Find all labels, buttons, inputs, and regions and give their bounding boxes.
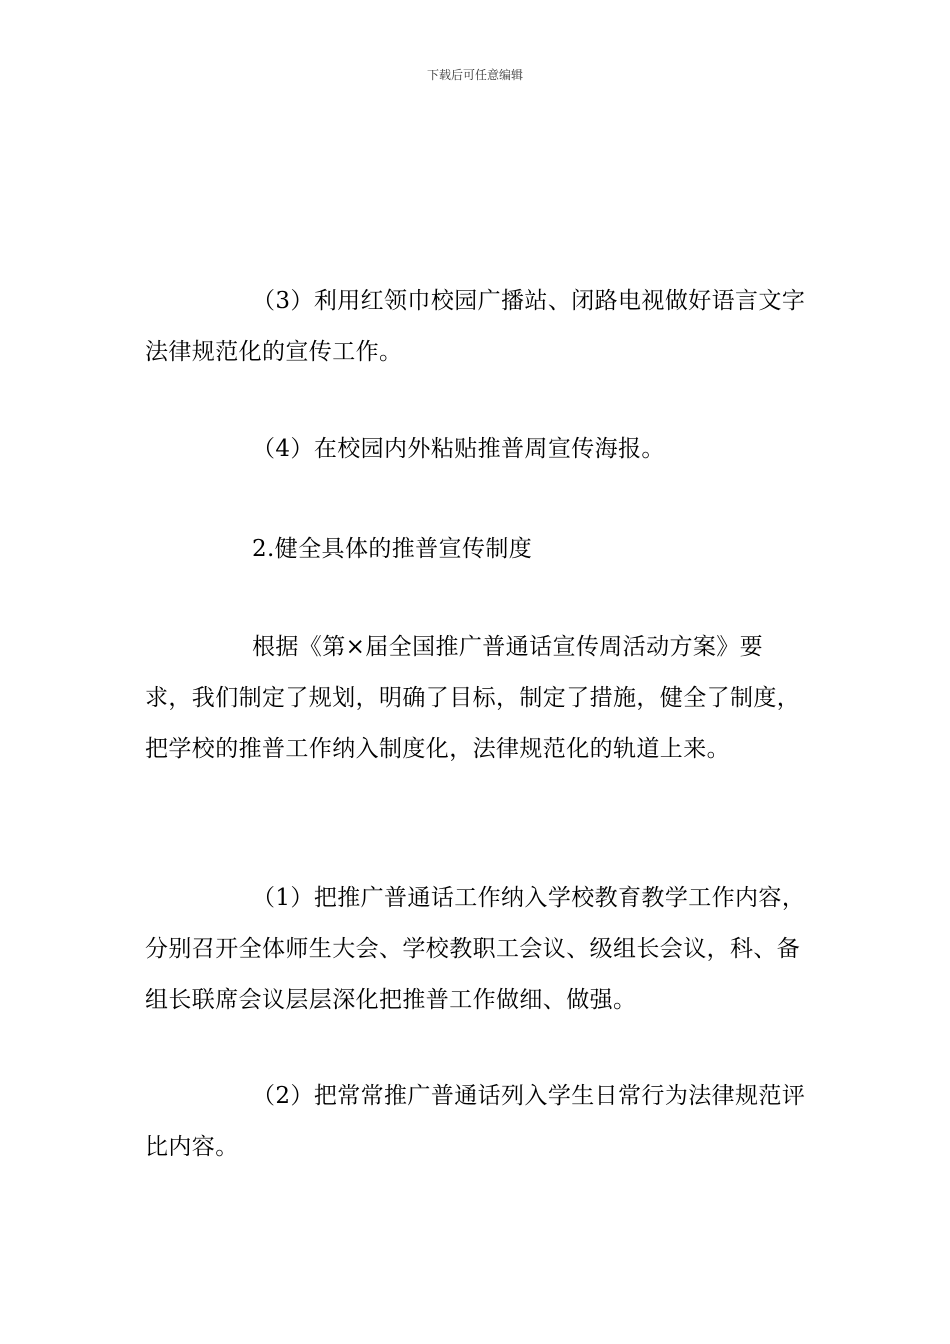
paragraph-item-2: （2）把常常推广普通话列入学生日常行为法律规范评比内容。 bbox=[145, 1083, 806, 1160]
paragraph-item-1: （1）把推广普通话工作纳入学校教育教学工作内容，分别召开全体师生大会、学校教职工会议、级组长会议，科、备组长联席会议层层深化把推普工作做细、做强。 bbox=[145, 885, 806, 1013]
section-heading: 2.健全具体的推普宣传制度 bbox=[252, 536, 533, 562]
paragraph-item-3: （3）利用红领巾校园广播站、闭路电视做好语言文字法律规范化的宣传工作。 bbox=[145, 288, 806, 365]
page-header: 下载后可任意编辑 bbox=[426, 68, 523, 82]
paragraph-body: 根据《第×届全国推广普通话宣传周活动方案》要求，我们制定了规划，明确了目标，制定了措施，健全了制度，把学校的推普工作纳入制度化，法律规范化的轨道上来。 bbox=[145, 634, 801, 762]
paragraph-item-4: （4）在校园内外粘贴推普周宣传海报。 bbox=[252, 436, 665, 462]
